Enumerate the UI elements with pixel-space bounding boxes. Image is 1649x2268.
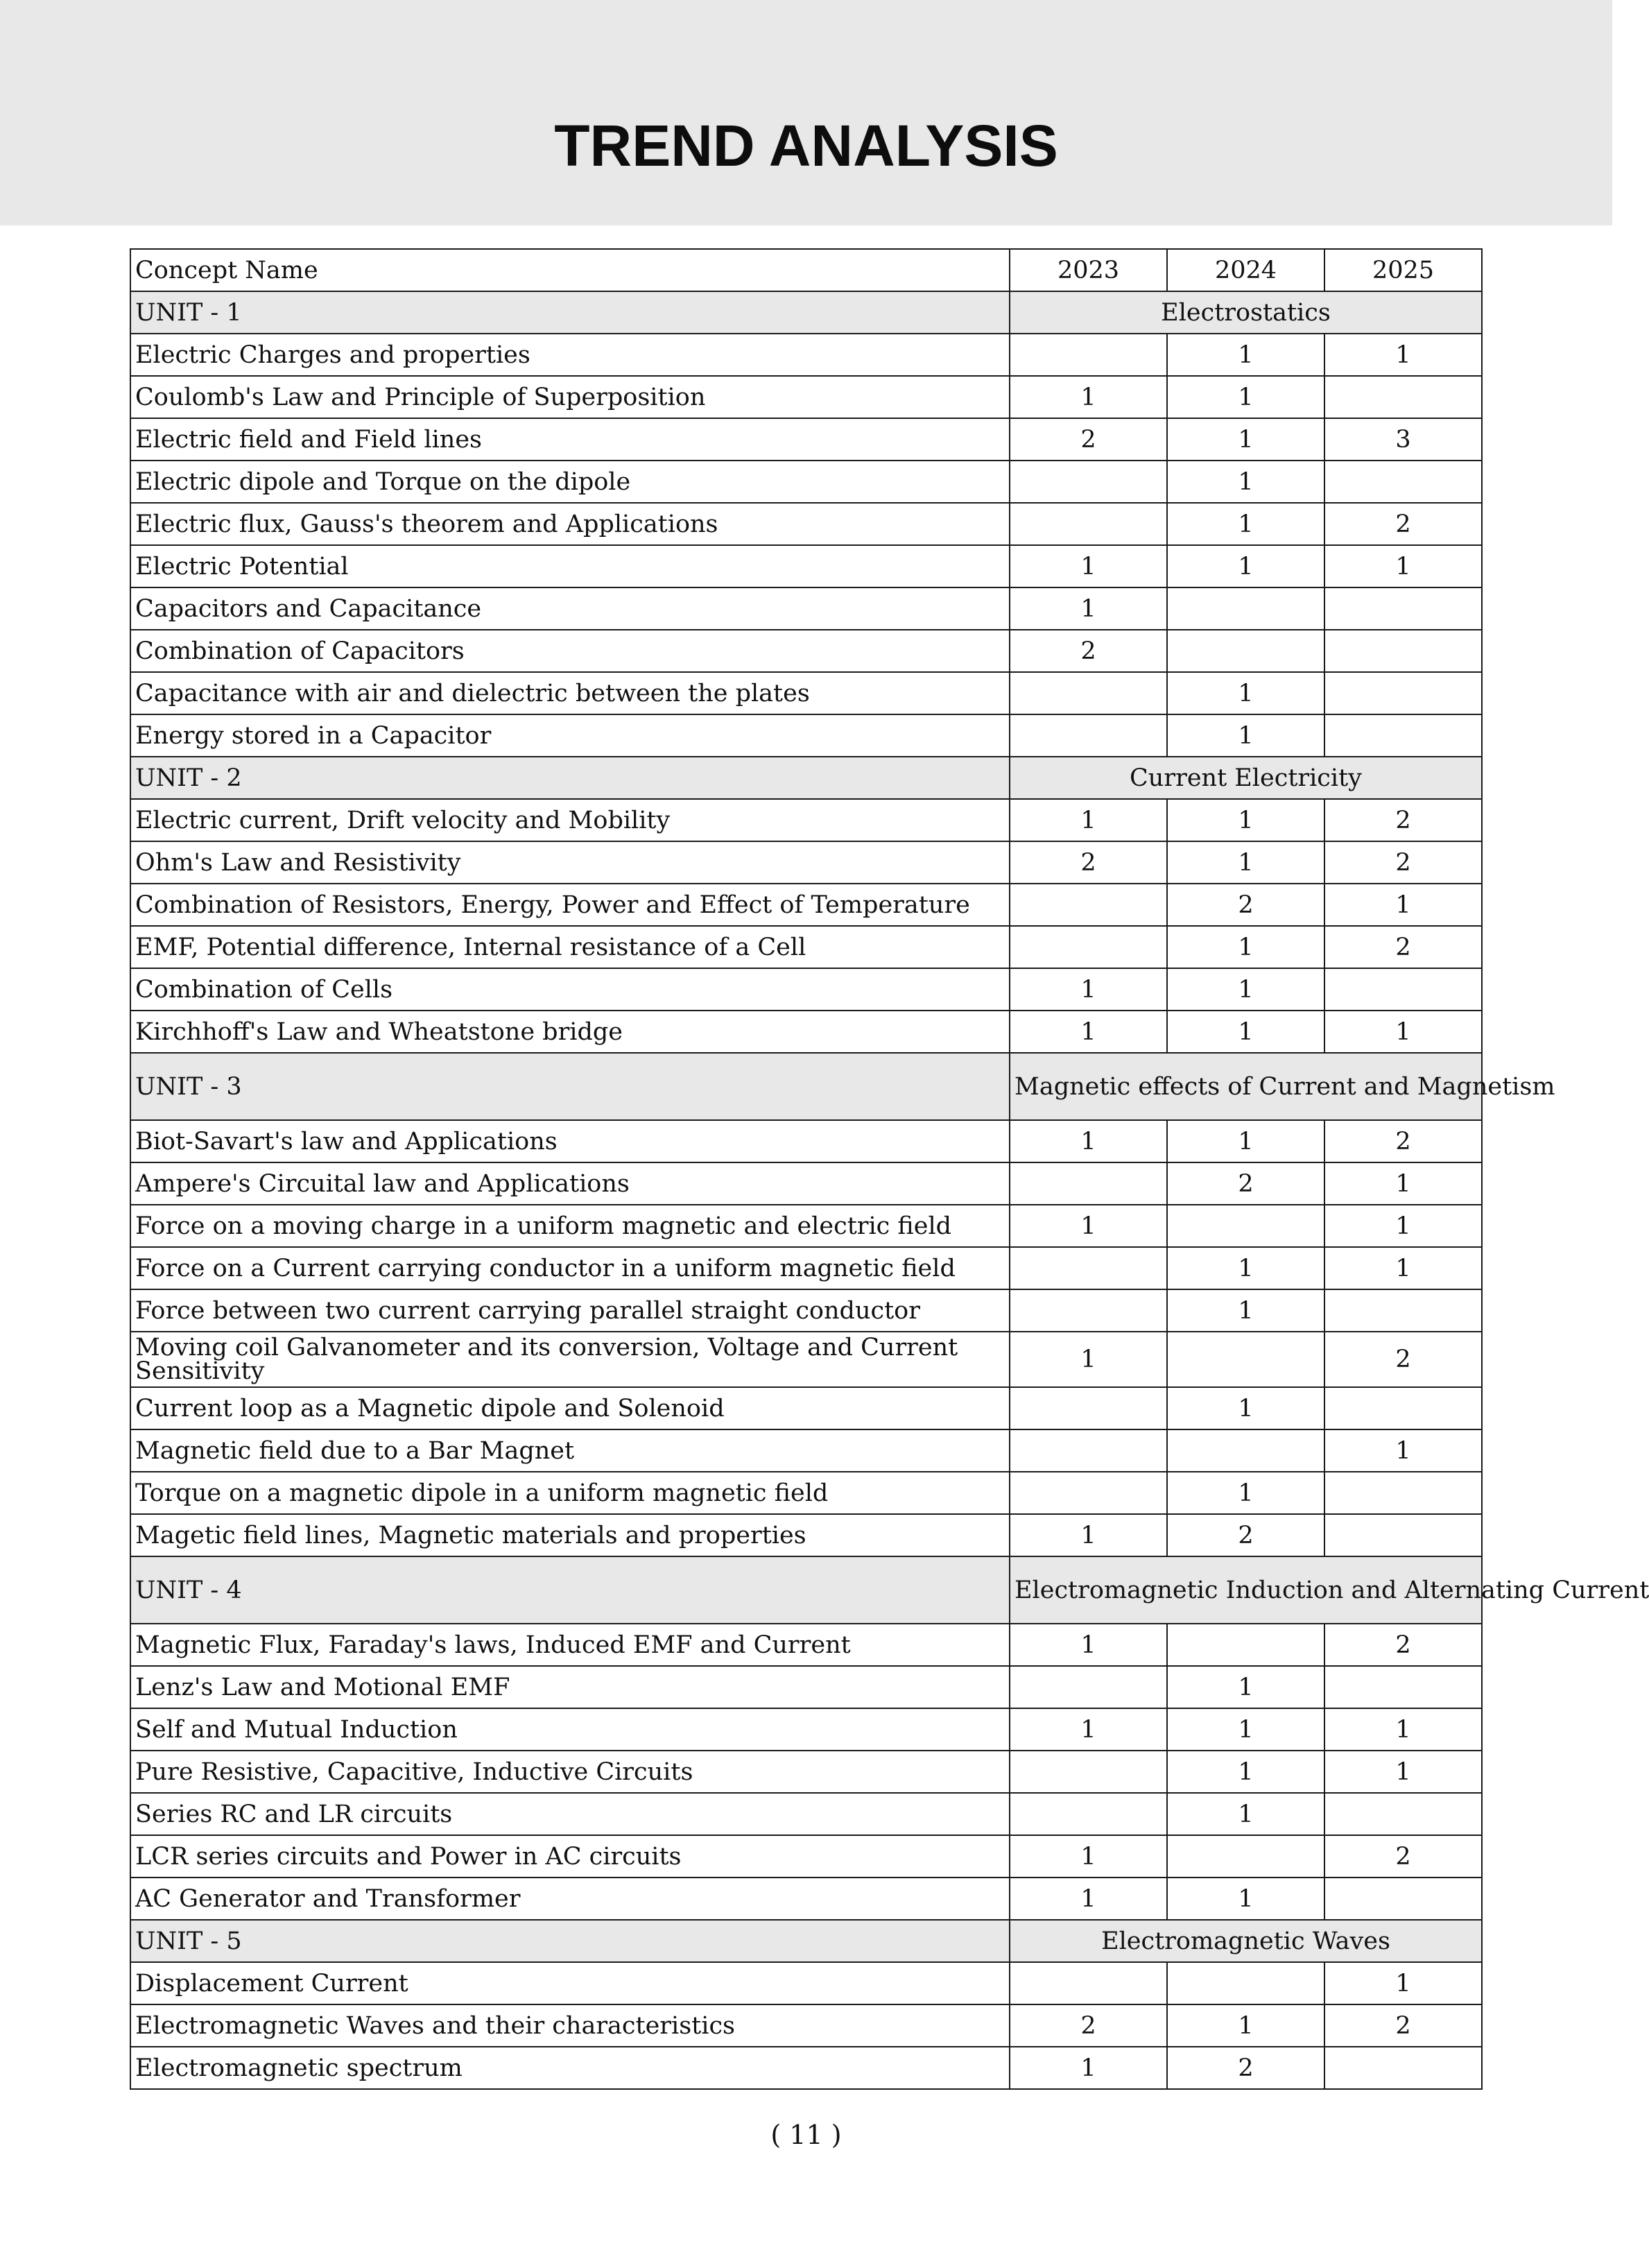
concept-name: Capacitors and Capacitance xyxy=(130,587,1010,630)
count-2023: 1 xyxy=(1010,1708,1167,1751)
table-row xyxy=(130,503,1482,545)
concept-name: AC Generator and Transformer xyxy=(130,1878,1010,1920)
count-2025: 2 xyxy=(1324,503,1482,545)
count-2023 xyxy=(1010,1793,1167,1835)
table-row xyxy=(130,461,1482,503)
count-2025 xyxy=(1324,1289,1482,1332)
count-2025 xyxy=(1324,2047,1482,2089)
count-2023 xyxy=(1010,1289,1167,1332)
count-2025: 2 xyxy=(1324,799,1482,841)
concept-name: Electric current, Drift velocity and Mobility xyxy=(130,799,1010,841)
table-header-row xyxy=(130,249,1482,291)
concept-name: Electromagnetic spectrum xyxy=(130,2047,1010,2089)
count-2023: 1 xyxy=(1010,545,1167,587)
count-2024: 1 xyxy=(1167,545,1324,587)
table-row xyxy=(130,545,1482,587)
table-row xyxy=(130,1962,1482,2004)
count-2024: 1 xyxy=(1167,672,1324,714)
table-row xyxy=(130,1624,1482,1666)
count-2023: 1 xyxy=(1010,1878,1167,1920)
table-row xyxy=(130,1011,1482,1053)
count-2024: 2 xyxy=(1167,2047,1324,2089)
table-row xyxy=(130,799,1482,841)
count-2024 xyxy=(1167,1205,1324,1247)
table-row xyxy=(130,1205,1482,1247)
concept-name: Ampere's Circuital law and Applications xyxy=(130,1162,1010,1205)
count-2024: 1 xyxy=(1167,1666,1324,1708)
trend-analysis-table xyxy=(130,248,1649,2090)
count-2023: 1 xyxy=(1010,799,1167,841)
count-2025 xyxy=(1324,1793,1482,1835)
count-2025 xyxy=(1324,461,1482,503)
count-2024 xyxy=(1167,1835,1324,1878)
count-2025: 1 xyxy=(1324,1962,1482,2004)
table-row xyxy=(130,1708,1482,1751)
count-2023 xyxy=(1010,1387,1167,1429)
concept-name: Torque on a magnetic dipole in a uniform magnetic field xyxy=(130,1472,1010,1514)
count-2024: 1 xyxy=(1167,1387,1324,1429)
table-row xyxy=(130,630,1482,672)
count-2023: 1 xyxy=(1010,1835,1167,1878)
count-2025: 2 xyxy=(1324,1332,1482,1387)
concept-name: Moving coil Galvanometer and its conversion, Voltage and Current Sensitivity xyxy=(130,1332,1010,1387)
count-2023: 1 xyxy=(1010,2047,1167,2089)
concept-name: Pure Resistive, Capacitive, Inductive Circuits xyxy=(130,1751,1010,1793)
count-2025 xyxy=(1324,376,1482,418)
count-2025 xyxy=(1324,630,1482,672)
table-row xyxy=(130,1878,1482,1920)
concept-name: Displacement Current xyxy=(130,1962,1010,2004)
column-header-2023: 2023 xyxy=(1010,249,1167,291)
count-2025: 1 xyxy=(1324,884,1482,926)
concept-name: Magnetic field due to a Bar Magnet xyxy=(130,1429,1010,1472)
table-row xyxy=(130,1162,1482,1205)
count-2024: 1 xyxy=(1167,418,1324,461)
count-2023: 1 xyxy=(1010,1205,1167,1247)
count-2024: 1 xyxy=(1167,968,1324,1011)
unit-label: UNIT - 3 xyxy=(130,1053,1010,1120)
concept-name: Current loop as a Magnetic dipole and Solenoid xyxy=(130,1387,1010,1429)
count-2024: 1 xyxy=(1167,1289,1324,1332)
concept-name: Force on a moving charge in a uniform magnetic and electric field xyxy=(130,1205,1010,1247)
count-2025: 1 xyxy=(1324,1429,1482,1472)
concept-name: Electromagnetic Waves and their characteristics xyxy=(130,2004,1010,2047)
count-2023: 1 xyxy=(1010,1624,1167,1666)
unit-title: Electrostatics xyxy=(1010,291,1482,334)
table-row xyxy=(130,1835,1482,1878)
concept-name: Capacitance with air and dielectric between the plates xyxy=(130,672,1010,714)
count-2023 xyxy=(1010,461,1167,503)
count-2023: 2 xyxy=(1010,2004,1167,2047)
count-2024: 1 xyxy=(1167,1878,1324,1920)
count-2025 xyxy=(1324,672,1482,714)
unit-title: Current Electricity xyxy=(1010,757,1482,799)
concept-name: Force on a Current carrying conductor in a uniform magnetic field xyxy=(130,1247,1010,1289)
unit-row xyxy=(130,1556,1482,1624)
count-2024: 1 xyxy=(1167,799,1324,841)
count-2023 xyxy=(1010,714,1167,757)
count-2024 xyxy=(1167,1332,1324,1387)
concept-name: Series RC and LR circuits xyxy=(130,1793,1010,1835)
concept-name: Ohm's Law and Resistivity xyxy=(130,841,1010,884)
concept-name: EMF, Potential difference, Internal resistance of a Cell xyxy=(130,926,1010,968)
concept-name: Combination of Cells xyxy=(130,968,1010,1011)
count-2025 xyxy=(1324,1472,1482,1514)
count-2025: 1 xyxy=(1324,1247,1482,1289)
table-row xyxy=(130,1247,1482,1289)
concept-name: Electric dipole and Torque on the dipole xyxy=(130,461,1010,503)
count-2024: 1 xyxy=(1167,461,1324,503)
unit-title: Magnetic effects of Current and Magnetism xyxy=(1010,1053,1482,1120)
count-2023: 1 xyxy=(1010,968,1167,1011)
count-2025: 1 xyxy=(1324,1011,1482,1053)
page-number: ( 11 ) xyxy=(770,2120,842,2150)
count-2023 xyxy=(1010,1751,1167,1793)
count-2023 xyxy=(1010,1472,1167,1514)
unit-row xyxy=(130,757,1482,799)
concept-name: Combination of Capacitors xyxy=(130,630,1010,672)
count-2023: 1 xyxy=(1010,1514,1167,1556)
unit-label: UNIT - 1 xyxy=(130,291,1010,334)
count-2023 xyxy=(1010,1247,1167,1289)
count-2025: 2 xyxy=(1324,1624,1482,1666)
table-row xyxy=(130,841,1482,884)
table-row xyxy=(130,587,1482,630)
count-2023 xyxy=(1010,1962,1167,2004)
count-2023: 1 xyxy=(1010,376,1167,418)
concept-name: Combination of Resistors, Energy, Power and Effect of Temperature xyxy=(130,884,1010,926)
column-header-concept-name: Concept Name xyxy=(130,249,1010,291)
count-2024: 1 xyxy=(1167,714,1324,757)
column-header-2025: 2025 xyxy=(1324,249,1482,291)
count-2024 xyxy=(1167,1962,1324,2004)
count-2024: 1 xyxy=(1167,1011,1324,1053)
column-header-2024: 2024 xyxy=(1167,249,1324,291)
table-row xyxy=(130,1751,1482,1793)
table-row xyxy=(130,714,1482,757)
count-2025: 1 xyxy=(1324,545,1482,587)
count-2023: 1 xyxy=(1010,1120,1167,1162)
count-2025: 2 xyxy=(1324,2004,1482,2047)
count-2024: 1 xyxy=(1167,1793,1324,1835)
count-2025: 2 xyxy=(1324,926,1482,968)
concept-name: Electric flux, Gauss's theorem and Applications xyxy=(130,503,1010,545)
count-2024 xyxy=(1167,1624,1324,1666)
concept-name: Force between two current carrying parallel straight conductor xyxy=(130,1289,1010,1332)
table-row xyxy=(130,1666,1482,1708)
count-2023 xyxy=(1010,1162,1167,1205)
count-2023 xyxy=(1010,672,1167,714)
count-2024: 2 xyxy=(1167,884,1324,926)
count-2023 xyxy=(1010,1429,1167,1472)
concept-name: LCR series circuits and Power in AC circuits xyxy=(130,1835,1010,1878)
count-2024 xyxy=(1167,630,1324,672)
concept-name: Electric Charges and properties xyxy=(130,334,1010,376)
count-2025: 3 xyxy=(1324,418,1482,461)
count-2023 xyxy=(1010,503,1167,545)
count-2025 xyxy=(1324,1387,1482,1429)
count-2025: 2 xyxy=(1324,1835,1482,1878)
count-2024: 1 xyxy=(1167,1708,1324,1751)
table-row xyxy=(130,1120,1482,1162)
table-row xyxy=(130,2047,1482,2089)
count-2025 xyxy=(1324,1514,1482,1556)
table-row xyxy=(130,2004,1482,2047)
concept-name: Kirchhoff's Law and Wheatstone bridge xyxy=(130,1011,1010,1053)
table-row xyxy=(130,1289,1482,1332)
page-title: TREND ANALYSIS xyxy=(554,113,1058,178)
count-2023: 2 xyxy=(1010,841,1167,884)
count-2023: 1 xyxy=(1010,587,1167,630)
table-row xyxy=(130,1429,1482,1472)
count-2023: 2 xyxy=(1010,630,1167,672)
count-2023 xyxy=(1010,926,1167,968)
count-2024: 1 xyxy=(1167,334,1324,376)
count-2024: 1 xyxy=(1167,376,1324,418)
table-row xyxy=(130,884,1482,926)
count-2024: 1 xyxy=(1167,503,1324,545)
concept-name: Energy stored in a Capacitor xyxy=(130,714,1010,757)
concept-name: Lenz's Law and Motional EMF xyxy=(130,1666,1010,1708)
concept-name: Magetic field lines, Magnetic materials and properties xyxy=(130,1514,1010,1556)
table-row xyxy=(130,418,1482,461)
unit-row xyxy=(130,1053,1482,1120)
count-2024: 1 xyxy=(1167,1247,1324,1289)
unit-title: Electromagnetic Induction and Alternating Current xyxy=(1010,1556,1482,1624)
table-row xyxy=(130,968,1482,1011)
count-2025 xyxy=(1324,1666,1482,1708)
count-2025: 2 xyxy=(1324,1120,1482,1162)
count-2024: 1 xyxy=(1167,2004,1324,2047)
count-2024: 1 xyxy=(1167,1472,1324,1514)
concept-name: Self and Mutual Induction xyxy=(130,1708,1010,1751)
concept-name: Coulomb's Law and Principle of Superposition xyxy=(130,376,1010,418)
count-2025 xyxy=(1324,1878,1482,1920)
count-2024: 2 xyxy=(1167,1162,1324,1205)
count-2025 xyxy=(1324,714,1482,757)
count-2023: 1 xyxy=(1010,1011,1167,1053)
unit-label: UNIT - 5 xyxy=(130,1920,1010,1962)
count-2025: 1 xyxy=(1324,1162,1482,1205)
table-row xyxy=(130,1387,1482,1429)
count-2023 xyxy=(1010,1666,1167,1708)
count-2024: 2 xyxy=(1167,1514,1324,1556)
count-2025: 1 xyxy=(1324,334,1482,376)
table-row xyxy=(130,1514,1482,1556)
count-2025: 2 xyxy=(1324,841,1482,884)
table-row xyxy=(130,1332,1482,1387)
unit-row xyxy=(130,1920,1482,1962)
concept-name: Electric Potential xyxy=(130,545,1010,587)
table-row xyxy=(130,1472,1482,1514)
count-2024 xyxy=(1167,1429,1324,1472)
count-2024: 1 xyxy=(1167,1120,1324,1162)
count-2025: 1 xyxy=(1324,1751,1482,1793)
unit-label: UNIT - 4 xyxy=(130,1556,1010,1624)
unit-title: Electromagnetic Waves xyxy=(1010,1920,1482,1962)
table-row xyxy=(130,672,1482,714)
count-2024: 1 xyxy=(1167,1751,1324,1793)
count-2023 xyxy=(1010,884,1167,926)
count-2024: 1 xyxy=(1167,841,1324,884)
table-row xyxy=(130,926,1482,968)
concept-name: Biot-Savart's law and Applications xyxy=(130,1120,1010,1162)
count-2025: 1 xyxy=(1324,1708,1482,1751)
table-row xyxy=(130,1793,1482,1835)
table-row xyxy=(130,376,1482,418)
unit-row xyxy=(130,291,1482,334)
concept-name: Magnetic Flux, Faraday's laws, Induced EMF and Current xyxy=(130,1624,1010,1666)
count-2025: 1 xyxy=(1324,1205,1482,1247)
count-2025 xyxy=(1324,968,1482,1011)
count-2023 xyxy=(1010,334,1167,376)
count-2024 xyxy=(1167,587,1324,630)
count-2024: 1 xyxy=(1167,926,1324,968)
count-2025 xyxy=(1324,587,1482,630)
count-2023: 2 xyxy=(1010,418,1167,461)
unit-label: UNIT - 2 xyxy=(130,757,1010,799)
table-body xyxy=(130,291,1649,2089)
concept-name: Electric field and Field lines xyxy=(130,418,1010,461)
count-2023: 1 xyxy=(1010,1332,1167,1387)
table-row xyxy=(130,334,1482,376)
